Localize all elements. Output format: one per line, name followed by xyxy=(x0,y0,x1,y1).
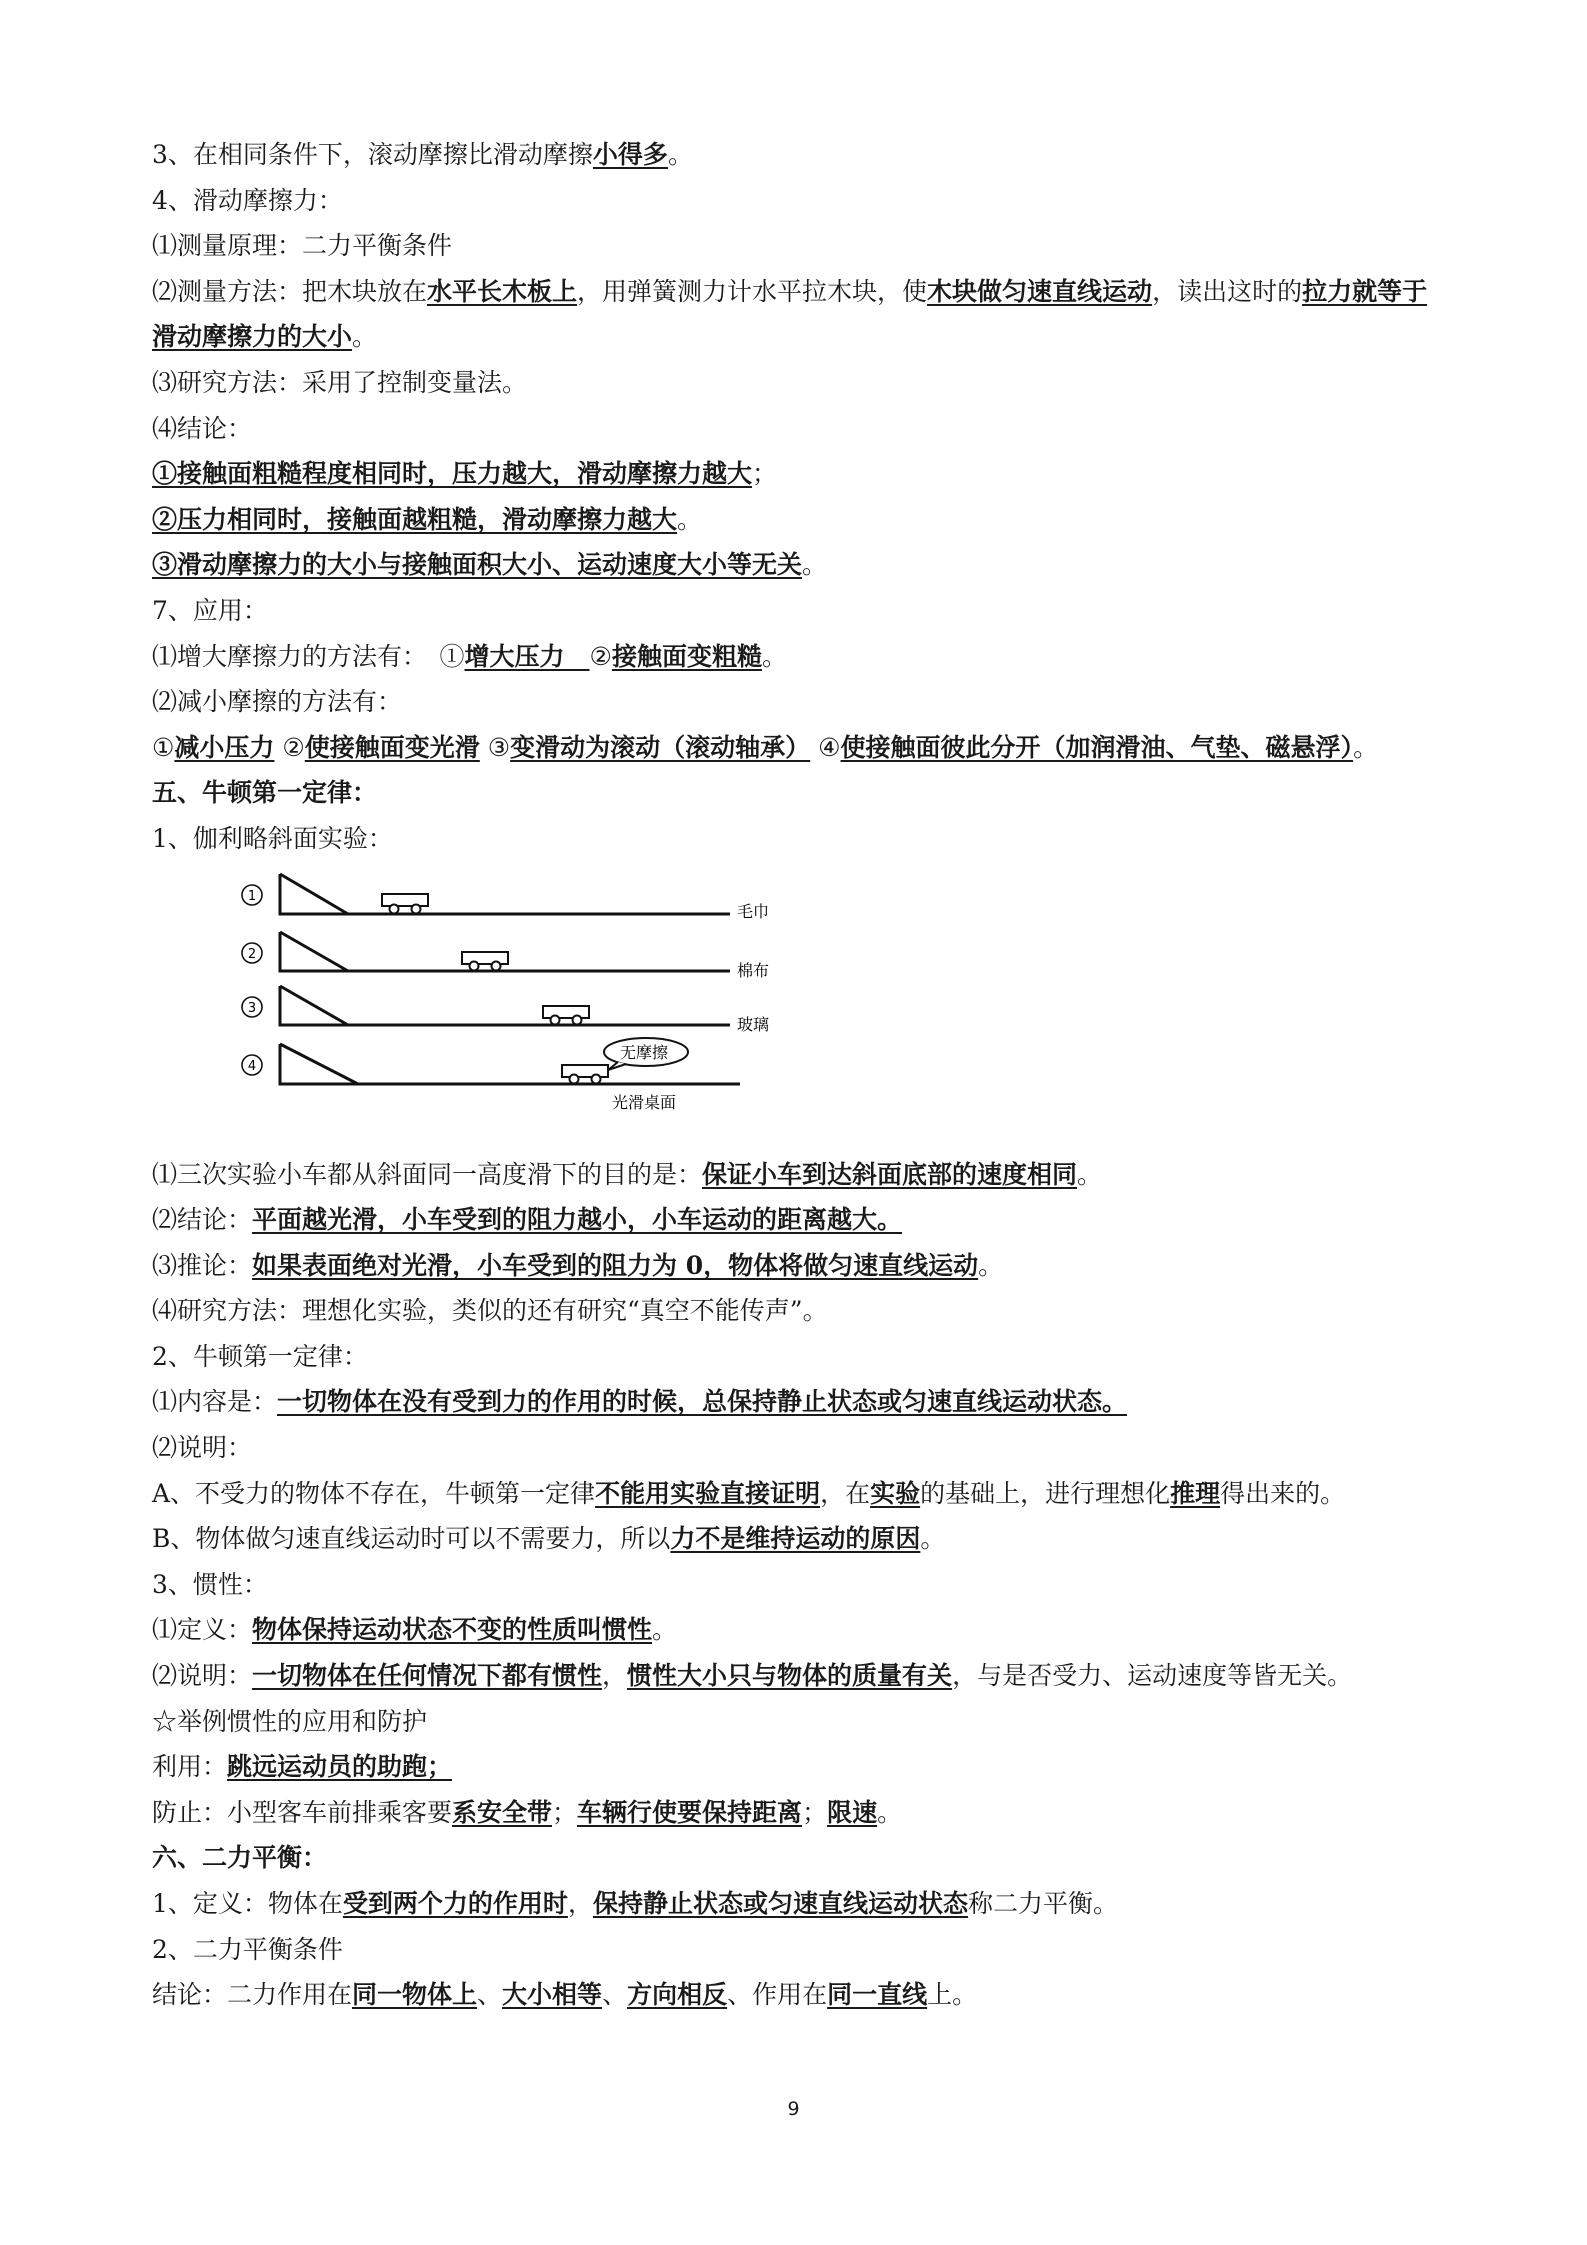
slope-3 xyxy=(280,986,348,1025)
key-point: 增大压力 xyxy=(464,641,590,671)
cart-wheel xyxy=(492,961,501,970)
chapter-heading: 六、二力平衡： xyxy=(152,1843,328,1873)
slope-2 xyxy=(280,932,348,971)
text: ⑵结论： xyxy=(152,1205,253,1235)
key-point: 同一直线 xyxy=(827,1980,928,2010)
text: 。 xyxy=(667,140,693,169)
cart-wheel xyxy=(390,904,399,913)
text: 。 xyxy=(802,550,828,580)
text: ， xyxy=(567,1889,593,1918)
text: ⑴增大摩擦力的方法有： ① xyxy=(152,641,465,671)
text: 。 xyxy=(652,1615,678,1645)
key-point: 一切物体在没有受到力的作用的时候，总保持静止状态或匀速直线运动状态。 xyxy=(277,1387,1128,1417)
text: A、不受力的物体不存在，牛顿第一定律 xyxy=(152,1478,596,1508)
text: 、 xyxy=(602,1980,628,2010)
section-heading: 2、二力平衡条件 xyxy=(152,1934,343,1964)
text: ； xyxy=(752,459,778,489)
text: ⑵测量方法：把木块放在 xyxy=(152,276,428,306)
row-number: 3 xyxy=(247,1000,257,1016)
cart-4 xyxy=(562,1065,608,1077)
cart-2 xyxy=(462,952,508,964)
page-number: 9 xyxy=(787,2098,800,2120)
text: ，用弹簧测力计水平拉木块，使 xyxy=(577,276,928,306)
page-content xyxy=(152,132,1442,2018)
text: 。 xyxy=(761,641,787,671)
row-number: 2 xyxy=(247,946,257,962)
key-point: ③滑动摩擦力的大小与接触面积大小、运动速度大小等无关 xyxy=(152,550,803,580)
cart-wheel xyxy=(570,1074,579,1083)
text: 。 xyxy=(877,1797,903,1827)
text: 利用： xyxy=(152,1752,228,1782)
text: 的基础上，进行理想化 xyxy=(920,1478,1171,1508)
surface-label-towel: 毛巾 xyxy=(737,901,770,921)
text: 结论：二力作用在 xyxy=(152,1980,353,2010)
text-line xyxy=(152,1744,1442,1790)
text: ，读出这时的 xyxy=(1152,276,1303,306)
section-heading: 7、应用： xyxy=(152,595,268,625)
text: 。 xyxy=(1077,1159,1103,1189)
text: B、物体做匀速直线运动时可以不需要力，所以 xyxy=(152,1524,671,1554)
key-point: 大小相等 xyxy=(502,1980,603,2010)
key-point: 不能用实验直接证明 xyxy=(595,1478,821,1508)
text: 、 xyxy=(477,1980,503,2010)
key-point: 惯性大小只与物体的质量有关 xyxy=(627,1661,953,1691)
text: ，与是否受力、运动速度等皆无关。 xyxy=(952,1661,1353,1691)
slope-4 xyxy=(280,1044,358,1084)
text: ； xyxy=(552,1797,578,1827)
key-point: 力不是维持运动的原因 xyxy=(670,1524,921,1554)
section-heading: 1、伽利略斜面实验： xyxy=(152,823,393,853)
text: ⑴三次实验小车都从斜面同一高度滑下的目的是： xyxy=(152,1159,703,1189)
key-point: 平面越光滑，小车受到的阻力越小，小车运动的距离越大。 xyxy=(252,1205,903,1235)
text: 。 xyxy=(1353,732,1379,762)
text: 上。 xyxy=(927,1980,978,2010)
key-point: 推理 xyxy=(1170,1478,1221,1508)
row-number: 4 xyxy=(247,1058,257,1074)
text-line: ⑷研究方法：理想化实验，类似的还有研究“真空不能传声”。 xyxy=(152,1296,828,1326)
key-point: 同一物体上 xyxy=(352,1980,478,2010)
text-line: ⑶研究方法：采用了控制变量法。 xyxy=(152,367,528,397)
text-line xyxy=(152,542,1442,588)
text: ② xyxy=(589,641,612,671)
text-line xyxy=(152,1243,1442,1289)
text-line xyxy=(152,1881,1442,1927)
text-line xyxy=(152,1972,1442,2018)
text: 。 xyxy=(677,504,703,534)
text-line: ☆举例惯性的应用和防护 xyxy=(152,1706,428,1736)
text-line xyxy=(152,1790,1442,1836)
text: 3、在相同条件下，滚动摩擦比滑动摩擦 xyxy=(152,140,593,169)
text: ⑴内容是： xyxy=(152,1387,278,1417)
text-line xyxy=(152,1607,1442,1653)
key-point: 木块做匀速直线运动 xyxy=(927,276,1153,306)
text: 。 xyxy=(978,1250,1004,1280)
key-point: 一切物体在任何情况下都有惯性 xyxy=(252,1661,603,1691)
surface-label-cotton: 棉布 xyxy=(737,960,770,980)
text-line xyxy=(152,1152,1442,1198)
key-point: 减小压力 xyxy=(174,732,275,762)
text: ③ xyxy=(479,732,511,762)
text-line xyxy=(152,1471,1442,1517)
text: ⑶推论： xyxy=(152,1250,253,1280)
key-point: 拉力就等于滑动摩擦力的大小 xyxy=(152,276,1428,352)
text: ⑵说明： xyxy=(152,1661,253,1691)
text: 、作用在 xyxy=(727,1980,828,2010)
key-point: ①接触面粗糙程度相同时，压力越大，滑动摩擦力越大 xyxy=(152,459,753,489)
cart-wheel xyxy=(412,904,421,913)
text-line xyxy=(152,497,1442,543)
surface-label-glass: 玻璃 xyxy=(737,1014,770,1034)
text: ， xyxy=(602,1661,628,1691)
bubble-text: 无摩擦 xyxy=(620,1042,669,1062)
text: 得出来的。 xyxy=(1220,1478,1346,1508)
text-line: ⑵减小摩擦的方法有： xyxy=(152,687,403,717)
text: ① xyxy=(152,732,175,762)
text-line xyxy=(152,1197,1442,1243)
cart-wheel xyxy=(573,1015,582,1024)
text: ⑴定义： xyxy=(152,1615,253,1645)
text-line xyxy=(152,725,1442,771)
key-point: 变滑动为滚动（滚动轴承） xyxy=(510,732,811,762)
section-heading: 3、惯性： xyxy=(152,1569,268,1599)
cart-wheel xyxy=(470,961,479,970)
key-point: 保持静止状态或匀速直线运动状态 xyxy=(592,1889,968,1918)
key-point: 系安全带 xyxy=(452,1797,553,1827)
text-line xyxy=(152,451,1442,497)
incline-diagram xyxy=(240,868,880,1146)
cart-wheel xyxy=(592,1074,601,1083)
key-point: 保证小车到达斜面底部的速度相同 xyxy=(702,1159,1078,1189)
key-point: 受到两个力的作用时 xyxy=(342,1889,568,1918)
cart-1 xyxy=(382,894,428,906)
text-line: ⑷结论： xyxy=(152,413,253,443)
key-point: 使接触面彼此分开（加润滑油、气垫、磁悬浮） xyxy=(840,732,1354,762)
track-1 xyxy=(280,874,730,914)
cart-3 xyxy=(543,1006,589,1018)
key-point: 实验 xyxy=(870,1478,921,1508)
text-line: ⑴测量原理：二力平衡条件 xyxy=(152,231,453,261)
key-point: 跳远运动员的助跑； xyxy=(227,1752,453,1782)
text: ，在 xyxy=(820,1478,871,1508)
text: 称二力平衡。 xyxy=(967,1889,1118,1918)
section-heading: 4、滑动摩擦力： xyxy=(152,185,343,215)
key-point: 接触面变粗糙 xyxy=(611,641,762,671)
text-line xyxy=(152,269,1442,360)
text: 防止：小型客车前排乘客要 xyxy=(152,1797,453,1827)
key-point: 使接触面变光滑 xyxy=(304,732,480,762)
text: ； xyxy=(802,1797,828,1827)
key-point: 限速 xyxy=(827,1797,878,1827)
section-heading: 2、牛顿第一定律： xyxy=(152,1341,368,1371)
key-point: 物体保持运动状态不变的性质叫惯性 xyxy=(252,1615,653,1645)
text: ④ xyxy=(810,732,841,762)
text-line xyxy=(152,1516,1442,1562)
text: 。 xyxy=(352,322,378,352)
text: ② xyxy=(274,732,305,762)
key-point: 方向相反 xyxy=(627,1980,728,2010)
text-line: ⑵说明： xyxy=(152,1433,253,1463)
text: 1、定义：物体在 xyxy=(152,1889,343,1918)
text-line xyxy=(152,634,1442,680)
track-3 xyxy=(280,986,730,1025)
chapter-heading: 五、牛顿第一定律： xyxy=(152,778,378,808)
key-point: 车辆行使要保持距离 xyxy=(577,1797,803,1827)
surface-label-smooth-table: 光滑桌面 xyxy=(612,1092,677,1112)
slope-1 xyxy=(280,874,348,914)
key-point: ②压力相同时，接触面越粗糙，滑动摩擦力越大 xyxy=(152,504,678,534)
key-point: 水平长木板上 xyxy=(427,276,578,306)
text: 。 xyxy=(920,1524,946,1554)
cart-wheel xyxy=(551,1015,560,1024)
key-point: 如果表面绝对光滑，小车受到的阻力为 0，物体将做匀速直线运动 xyxy=(252,1250,979,1280)
galileo-incline-figure xyxy=(152,868,1442,1146)
row-number: 1 xyxy=(247,888,257,904)
text-line xyxy=(152,132,1442,178)
key-point: 小得多 xyxy=(592,140,668,169)
text-line xyxy=(152,1379,1442,1425)
text-line xyxy=(152,1653,1442,1699)
